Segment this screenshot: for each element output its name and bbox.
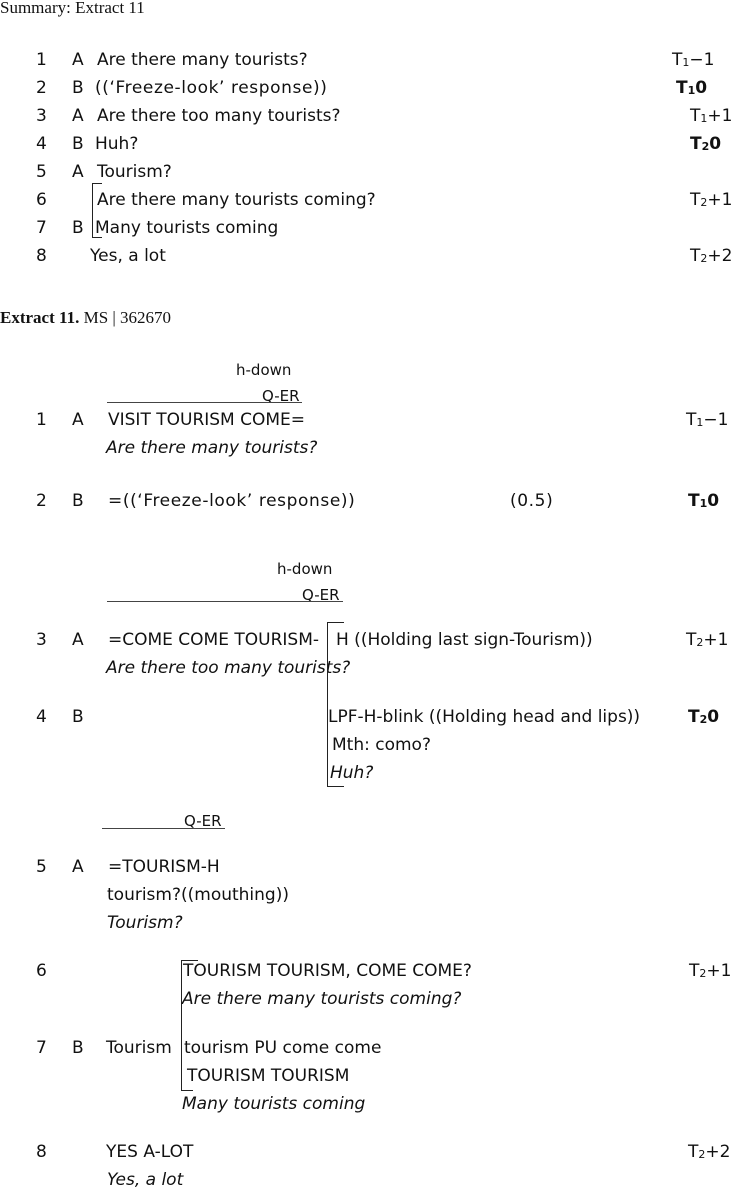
mouthing-text: tourism?((mouthing)) (107, 885, 289, 905)
turn-sub: 2 (699, 967, 707, 980)
summary-turn-label (690, 106, 732, 129)
summary-turn-main: T (690, 246, 701, 266)
gloss-text: LPF-H-blink ((Holding head and lips)) (328, 707, 641, 727)
annotation-line-2 (107, 601, 343, 602)
gloss-text: TOURISM TOURISM, COME COME? (183, 961, 472, 981)
translation-text: Tourism? (107, 913, 183, 933)
translation-text: Huh? (330, 763, 374, 783)
turn-label (686, 630, 728, 653)
summary-turn-main: T (672, 50, 683, 70)
annotation-q-er-1: Q-ER (262, 387, 300, 405)
gloss-text: tourism PU come come (184, 1038, 382, 1058)
gloss-text: =COME COME TOURISM- (108, 630, 319, 650)
summary-turn-main: T (690, 190, 701, 210)
summary-turn-suffix: −1 (689, 50, 715, 70)
summary-speaker-label: B (72, 134, 84, 154)
summary-line-text: ((‘Freeze-look’ response)) (95, 78, 328, 98)
gloss-text: VISIT TOURISM COME= (108, 410, 306, 430)
turn-suffix: 0 (707, 707, 720, 727)
summary-speaker-label: A (72, 106, 84, 126)
annotation-h-down-1: h-down (236, 361, 292, 379)
summary-turn-suffix: +2 (707, 246, 733, 266)
summary-turn-sub: 2 (700, 252, 708, 265)
line-number: 1 (36, 410, 47, 430)
gloss-text: =((‘Freeze-look’ response)) (108, 491, 356, 511)
annotation-h-down-2: h-down (277, 560, 333, 578)
summary-turn-main: T (690, 106, 701, 126)
summary-bracket-bottom (92, 237, 102, 238)
summary-turn-suffix: 0 (695, 78, 708, 98)
turn-sub: 1 (696, 416, 704, 429)
summary-line-number: 1 (36, 50, 47, 70)
summary-line-number: 6 (36, 190, 47, 210)
turn-main: T (686, 630, 697, 650)
speaker-label: B (72, 1038, 84, 1058)
turn-main: T (686, 410, 697, 430)
speaker-label: A (72, 857, 84, 877)
summary-line-number: 8 (36, 246, 47, 266)
summary-turn-sub: 2 (700, 196, 708, 209)
turn-label (688, 1142, 730, 1165)
summary-line-text: Are there many tourists coming? (97, 190, 376, 210)
summary-bracket-top (92, 183, 102, 184)
speaker-label: A (72, 630, 84, 650)
annotation-q-er-2: Q-ER (302, 586, 340, 604)
turn-main: T (689, 961, 700, 981)
extract-heading-source: MS | 362670 (79, 308, 172, 327)
overlap-bracket-2 (181, 960, 182, 1090)
line-number: 4 (36, 707, 47, 727)
summary-speaker-label: B (72, 78, 84, 98)
extract-heading-label: Extract 11. (0, 308, 80, 327)
summary-line-number: 2 (36, 78, 47, 98)
gloss-text-2: TOURISM TOURISM (187, 1066, 350, 1086)
annotation-q-er-3: Q-ER (184, 812, 222, 830)
overlap-bracket (327, 622, 328, 786)
summary-speaker-label: B (72, 218, 84, 238)
summary-line-text: Many tourists coming (95, 218, 279, 238)
summary-turn-main: T (690, 134, 702, 154)
summary-turn-sub: 1 (700, 112, 708, 125)
summary-turn-label (690, 190, 732, 213)
summary-turn-suffix: +1 (707, 106, 733, 126)
translation-text: Are there too many tourists? (106, 658, 351, 678)
summary-line-number: 4 (36, 134, 47, 154)
summary-line-text: Are there too many tourists? (97, 106, 341, 126)
turn-suffix: +2 (705, 1142, 731, 1162)
summary-turn-suffix: 0 (709, 134, 722, 154)
summary-line-text: Tourism? (97, 162, 172, 182)
speaker-label: B (72, 491, 84, 511)
line-number: 6 (36, 961, 47, 981)
turn-sub: 1 (699, 497, 708, 510)
turn-suffix: 0 (707, 491, 720, 511)
summary-line-number: 7 (36, 218, 47, 238)
overlap-bracket-bottom (327, 786, 344, 787)
mouthing-text: Mth: como? (332, 735, 431, 755)
turn-sub: 2 (699, 713, 708, 726)
summary-turn-sub: 2 (701, 140, 710, 153)
gloss-pre-text: Tourism (106, 1038, 172, 1058)
turn-sub: 2 (696, 636, 704, 649)
translation-text: Are there many tourists coming? (182, 989, 462, 1009)
summary-line-text: Yes, a lot (90, 246, 166, 266)
summary-turn-main: T (676, 78, 688, 98)
annotation-line-3 (102, 828, 225, 829)
summary-bracket (92, 183, 93, 237)
summary-turn-sub: 1 (682, 56, 690, 69)
turn-label (688, 707, 719, 730)
gloss-text: =TOURISM-H (108, 857, 220, 877)
overlap-bracket-top (327, 622, 344, 623)
summary-line-text: Are there many tourists? (97, 50, 308, 70)
line-number: 7 (36, 1038, 47, 1058)
turn-label (688, 491, 719, 514)
summary-turn-suffix: +1 (707, 190, 733, 210)
gloss-text: YES A-LOT (106, 1142, 194, 1162)
line-number: 3 (36, 630, 47, 650)
turn-sub: 2 (698, 1148, 706, 1161)
line-number: 2 (36, 491, 47, 511)
summary-turn-label (676, 78, 707, 101)
translation-text: Are there many tourists? (106, 438, 318, 458)
turn-label (686, 410, 728, 433)
turn-suffix: +1 (703, 630, 729, 650)
summary-title: Summary: Extract 11 (0, 0, 145, 17)
summary-turn-label (690, 246, 732, 269)
turn-suffix: +1 (706, 961, 732, 981)
turn-label (689, 961, 731, 984)
turn-main: T (688, 1142, 699, 1162)
line-number: 8 (36, 1142, 47, 1162)
turn-main: T (688, 491, 700, 511)
summary-speaker-label: A (72, 50, 84, 70)
pause-text: (0.5) (510, 491, 554, 511)
summary-line-text: Huh? (95, 134, 139, 154)
summary-line-number: 5 (36, 162, 47, 182)
turn-suffix: −1 (703, 410, 729, 430)
hold-text: H ((Holding last sign-Tourism)) (336, 630, 593, 650)
speaker-label: A (72, 410, 84, 430)
line-number: 5 (36, 857, 47, 877)
overlap-bracket-2-bottom (181, 1090, 193, 1091)
turn-main: T (688, 707, 700, 727)
summary-turn-label (690, 134, 721, 157)
summary-turn-sub: 1 (687, 84, 696, 97)
speaker-label: B (72, 707, 84, 727)
summary-turn-label (672, 50, 714, 73)
summary-speaker-label: A (72, 162, 84, 182)
summary-line-number: 3 (36, 106, 47, 126)
translation-text: Yes, a lot (107, 1170, 184, 1190)
annotation-line-1 (107, 402, 302, 403)
extract-heading (0, 308, 171, 328)
translation-text: Many tourists coming (182, 1094, 366, 1114)
